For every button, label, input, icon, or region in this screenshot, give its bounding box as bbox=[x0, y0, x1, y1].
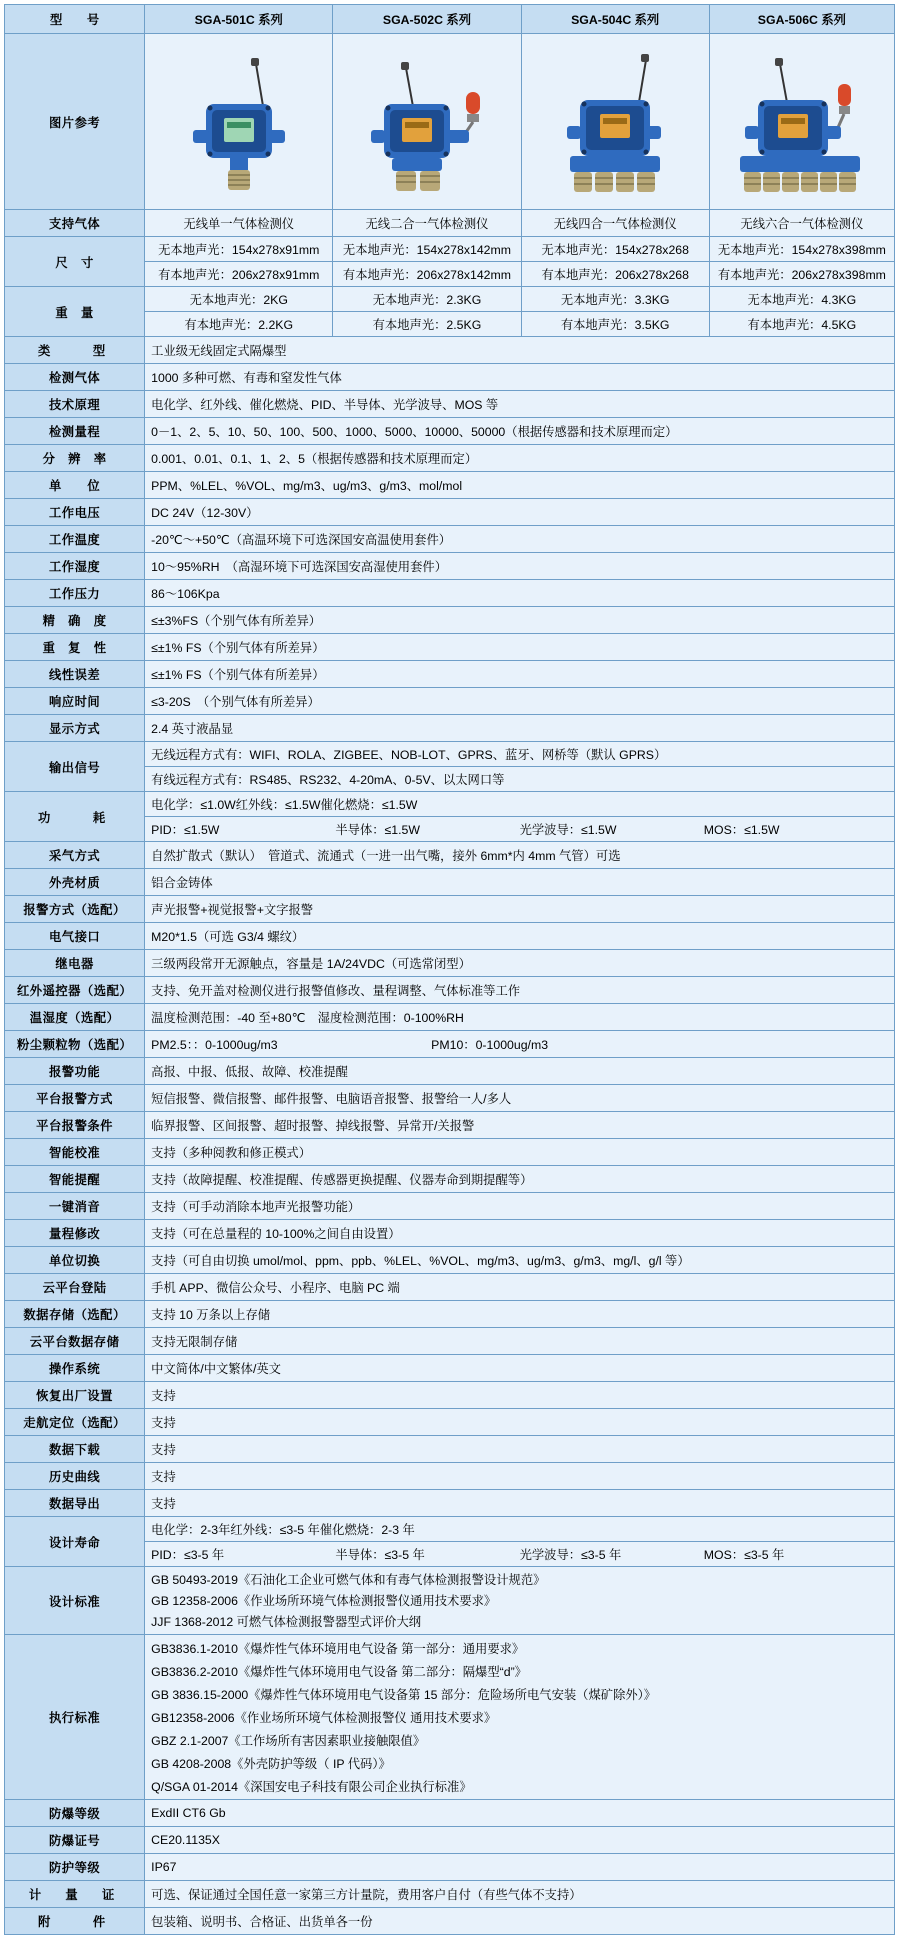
row-label-temp-humidity: 温湿度（选配） bbox=[5, 1004, 145, 1031]
row-value-response-time: ≤3-20S （个别气体有所差异） bbox=[145, 688, 895, 715]
table-row bbox=[5, 1567, 895, 1635]
device-illustration-single bbox=[145, 34, 332, 209]
row-value-shell-material: 铝合金铸体 bbox=[145, 869, 895, 896]
table-row bbox=[5, 580, 895, 607]
table-row bbox=[5, 1355, 895, 1382]
row-label-mobile-positioning: 走航定位（选配） bbox=[5, 1409, 145, 1436]
table-row bbox=[5, 553, 895, 580]
table-row bbox=[5, 1058, 895, 1085]
life-line-1 bbox=[145, 1517, 894, 1541]
power-infrared: 红外线：≤1.5W bbox=[235, 798, 321, 812]
row-label-alarm-mode: 报警方式（选配） bbox=[5, 896, 145, 923]
table-row bbox=[5, 445, 895, 472]
power-semiconductor: 半导体：≤1.5W bbox=[335, 823, 420, 837]
row-value-smart-reminder: 支持（故障提醒、校准提醒、传感器更换提醒、仪器寿命到期提醒等） bbox=[145, 1166, 895, 1193]
row-value-history-curve: 支持 bbox=[145, 1463, 895, 1490]
row-label-response-time: 响应时间 bbox=[5, 688, 145, 715]
life-line-2 bbox=[145, 1541, 894, 1566]
row-label-ip-grade: 防护等级 bbox=[5, 1854, 145, 1881]
row-label-temperature: 工作温度 bbox=[5, 526, 145, 553]
table-row bbox=[5, 607, 895, 634]
row-label-ex-cert-no: 防爆证号 bbox=[5, 1827, 145, 1854]
exec-standard-line-6: GB 4208-2008《外壳防护等级（ IP 代码）》 bbox=[151, 1757, 391, 1771]
row-label-resolution: 分 辨 率 bbox=[5, 445, 145, 472]
row-label-unit-switch: 单位切换 bbox=[5, 1247, 145, 1274]
design-standard-line-3: JJF 1368-2012 可燃气体检测报警器型式评价大纲 bbox=[151, 1615, 422, 1629]
table-row bbox=[5, 1635, 895, 1800]
row-label-weight: 重 量 bbox=[5, 287, 145, 337]
size-3-line2: 有本地声光：206x278x268 bbox=[522, 261, 709, 286]
row-label-image-ref: 图片参考 bbox=[5, 34, 145, 210]
weight-4-line1: 无本地声光：4.3KG bbox=[747, 293, 857, 307]
row-value-range: 0－1、2、5、10、50、100、500、1000、5000、10000、50000（根据传感器和技术原理而定） bbox=[145, 418, 895, 445]
exec-standard-line-1: GB3836.1-2010《爆炸性气体环境用电气设备 第一部分：通用要求》 bbox=[151, 1642, 525, 1656]
size-2 bbox=[333, 237, 521, 287]
table-row bbox=[5, 1139, 895, 1166]
table-row bbox=[5, 1220, 895, 1247]
row-value-electrical-interface: M20*1.5（可选 G3/4 螺纹） bbox=[145, 923, 895, 950]
table-row bbox=[5, 792, 895, 842]
weight-4 bbox=[709, 287, 894, 337]
weight-2-line1: 无本地声光：2.3KG bbox=[372, 293, 482, 307]
table-row bbox=[5, 634, 895, 661]
device-illustration-six bbox=[710, 34, 894, 209]
table-row bbox=[5, 1031, 895, 1058]
table-row bbox=[5, 1854, 895, 1881]
row-value-output-signal bbox=[145, 742, 895, 792]
row-value-design-life bbox=[145, 1517, 895, 1567]
row-label-dust: 粉尘颗粒物（选配） bbox=[5, 1031, 145, 1058]
table-row bbox=[5, 5, 895, 34]
spec-table bbox=[4, 4, 895, 1935]
row-value-sampling: 自然扩散式（默认） 管道式、流通式（一进一出气嘴，接外 6mm*内 4mm 气管）可选 bbox=[145, 842, 895, 869]
dust-pm25: PM2.5：：0-1000ug/m3 bbox=[151, 1038, 278, 1052]
weight-3 bbox=[521, 287, 709, 337]
table-row bbox=[5, 1827, 895, 1854]
table-row bbox=[5, 1409, 895, 1436]
table-row bbox=[5, 1463, 895, 1490]
row-label-platform-alarm-mode: 平台报警方式 bbox=[5, 1085, 145, 1112]
row-value-relay: 三级两段常开无源触点，容量是 1A/24VDC（可选常闭型） bbox=[145, 950, 895, 977]
size-4-line2: 有本地声光：206x278x398mm bbox=[710, 261, 894, 286]
row-value-data-storage: 支持 10 万条以上存储 bbox=[145, 1301, 895, 1328]
row-label-data-storage: 数据存储（选配） bbox=[5, 1301, 145, 1328]
power-mos: MOS：≤1.5W bbox=[703, 823, 780, 837]
power-pid: PID：≤1.5W bbox=[151, 823, 220, 837]
row-value-mobile-positioning: 支持 bbox=[145, 1409, 895, 1436]
product-image-1 bbox=[145, 34, 333, 210]
support-gas-1: 无线单一气体检测仪 bbox=[145, 210, 333, 237]
table-row bbox=[5, 1517, 895, 1567]
table-row bbox=[5, 1166, 895, 1193]
exec-standard-line-4: GB12358-2006《作业场所环境气体检测报警仪 通用技术要求》 bbox=[151, 1711, 497, 1725]
row-label-relay: 继电器 bbox=[5, 950, 145, 977]
power-optical: 光学波导：≤1.5W bbox=[519, 823, 617, 837]
row-label-cloud-storage: 云平台数据存储 bbox=[5, 1328, 145, 1355]
row-value-power bbox=[145, 792, 895, 842]
life-electrochemical: 电化学：2-3年 bbox=[151, 1523, 231, 1537]
table-row bbox=[5, 661, 895, 688]
table-row bbox=[5, 869, 895, 896]
row-label-humidity: 工作湿度 bbox=[5, 553, 145, 580]
row-value-metrology-cert: 可选、保证通过全国任意一家第三方计量院，费用客户自付（有些气体不支持） bbox=[145, 1881, 895, 1908]
product-image-4 bbox=[709, 34, 894, 210]
row-label-principle: 技术原理 bbox=[5, 391, 145, 418]
row-value-linearity: ≤±1% FS（个别气体有所差异） bbox=[145, 661, 895, 688]
row-value-cloud-storage: 支持无限制存储 bbox=[145, 1328, 895, 1355]
size-1-line1: 无本地声光：154x278x91mm bbox=[158, 243, 320, 257]
design-standard-line-1: GB 50493-2019《石油化工企业可燃气体和有毒气体检测报警设计规范》 bbox=[151, 1573, 546, 1587]
row-label-history-curve: 历史曲线 bbox=[5, 1463, 145, 1490]
row-label-range-modify: 量程修改 bbox=[5, 1220, 145, 1247]
life-pid: PID：≤3-5 年 bbox=[151, 1548, 225, 1562]
table-row bbox=[5, 688, 895, 715]
table-row bbox=[5, 1881, 895, 1908]
row-label-os: 操作系统 bbox=[5, 1355, 145, 1382]
row-label-design-life: 设计寿命 bbox=[5, 1517, 145, 1567]
life-semiconductor: 半导体：≤3-5 年 bbox=[335, 1548, 425, 1562]
size-1-line2: 有本地声光：206x278x91mm bbox=[145, 261, 332, 286]
row-value-smart-calibration: 支持（多种阅教和修正模式） bbox=[145, 1139, 895, 1166]
table-row bbox=[5, 842, 895, 869]
row-value-repeatability: ≤±1% FS（个别气体有所差异） bbox=[145, 634, 895, 661]
table-row bbox=[5, 1800, 895, 1827]
row-label-range: 检测量程 bbox=[5, 418, 145, 445]
size-3 bbox=[521, 237, 709, 287]
row-value-temp-humidity: 温度检测范围：-40 至+80℃ 湿度检测范围：0-100%RH bbox=[145, 1004, 895, 1031]
life-mos: MOS：≤3-5 年 bbox=[703, 1548, 785, 1562]
table-row bbox=[5, 1085, 895, 1112]
table-row bbox=[5, 1301, 895, 1328]
row-value-data-download: 支持 bbox=[145, 1436, 895, 1463]
table-row bbox=[5, 1436, 895, 1463]
row-label-linearity: 线性误差 bbox=[5, 661, 145, 688]
row-value-accuracy: ≤±3%FS（个别气体有所差异） bbox=[145, 607, 895, 634]
table-row bbox=[5, 1004, 895, 1031]
output-line-2: 有线远程方式有：RS485、RS232、4-20mA、0-5V、以太网口等 bbox=[145, 766, 894, 791]
row-value-ir-remote: 支持、免开盖对检测仪进行报警值修改、量程调整、气体标准等工作 bbox=[145, 977, 895, 1004]
row-value-ip-grade: IP67 bbox=[145, 1854, 895, 1881]
row-value-alarm-mode: 声光报警+视觉报警+文字报警 bbox=[145, 896, 895, 923]
size-4 bbox=[709, 237, 894, 287]
product-image-2 bbox=[333, 34, 521, 210]
row-label-data-export: 数据导出 bbox=[5, 1490, 145, 1517]
row-label-shell-material: 外壳材质 bbox=[5, 869, 145, 896]
row-value-factory-reset: 支持 bbox=[145, 1382, 895, 1409]
weight-3-line2: 有本地声光：3.5KG bbox=[522, 311, 709, 336]
row-value-pressure: 86～106Kpa bbox=[145, 580, 895, 607]
table-row bbox=[5, 237, 895, 287]
row-label-voltage: 工作电压 bbox=[5, 499, 145, 526]
row-label-ir-remote: 红外遥控器（选配） bbox=[5, 977, 145, 1004]
support-gas-3: 无线四合一气体检测仪 bbox=[521, 210, 709, 237]
row-label-accuracy: 精 确 度 bbox=[5, 607, 145, 634]
row-label-platform-alarm-condition: 平台报警条件 bbox=[5, 1112, 145, 1139]
row-value-exec-standard bbox=[145, 1635, 895, 1800]
row-value-type: 工业级无线固定式隔爆型 bbox=[145, 337, 895, 364]
row-label-detect-gas: 检测气体 bbox=[5, 364, 145, 391]
row-label-alarm-function: 报警功能 bbox=[5, 1058, 145, 1085]
row-value-principle: 电化学、红外线、催化燃烧、PID、半导体、光学波导、MOS 等 bbox=[145, 391, 895, 418]
row-value-humidity: 10～95%RH （高湿环境下可选深国安高湿使用套件） bbox=[145, 553, 895, 580]
table-row bbox=[5, 418, 895, 445]
design-standard-line-2: GB 12358-2006《作业场所环境气体检测报警仪通用技术要求》 bbox=[151, 1594, 497, 1608]
row-value-ex-cert-no: CE20.1135X bbox=[145, 1827, 895, 1854]
table-row bbox=[5, 1193, 895, 1220]
row-value-display: 2.4 英寸液晶显 bbox=[145, 715, 895, 742]
row-label-design-standard: 设计标准 bbox=[5, 1567, 145, 1635]
table-row bbox=[5, 1328, 895, 1355]
table-row bbox=[5, 34, 895, 210]
row-value-resolution: 0.001、0.01、0.1、1、2、5（根据传感器和技术原理而定） bbox=[145, 445, 895, 472]
device-illustration-dual bbox=[333, 34, 520, 209]
row-label-repeatability: 重 复 性 bbox=[5, 634, 145, 661]
row-label-cloud-login: 云平台登陆 bbox=[5, 1274, 145, 1301]
row-label-factory-reset: 恢复出厂设置 bbox=[5, 1382, 145, 1409]
row-label-smart-reminder: 智能提醒 bbox=[5, 1166, 145, 1193]
row-label-display: 显示方式 bbox=[5, 715, 145, 742]
dust-pm10: PM10：0-1000ug/m3 bbox=[431, 1038, 549, 1052]
row-value-data-export: 支持 bbox=[145, 1490, 895, 1517]
model-header-2: SGA-502C 系列 bbox=[333, 5, 521, 34]
row-value-platform-alarm-condition: 临界报警、区间报警、超时报警、掉线报警、异常开/关报警 bbox=[145, 1112, 895, 1139]
table-row bbox=[5, 391, 895, 418]
row-label-accessories: 附 件 bbox=[5, 1908, 145, 1935]
product-image-3 bbox=[521, 34, 709, 210]
power-electrochemical: 电化学：≤1.0W bbox=[151, 798, 236, 812]
power-catalytic: 催化燃烧：≤1.5W bbox=[320, 798, 418, 812]
row-label-metrology-cert: 计 量 证 bbox=[5, 1881, 145, 1908]
table-row bbox=[5, 526, 895, 553]
table-row bbox=[5, 499, 895, 526]
support-gas-2: 无线二合一气体检测仪 bbox=[333, 210, 521, 237]
life-catalytic: 催化燃烧：2-3 年 bbox=[319, 1523, 415, 1537]
model-header-3: SGA-504C 系列 bbox=[521, 5, 709, 34]
row-value-accessories: 包装箱、说明书、合格证、出货单各一份 bbox=[145, 1908, 895, 1935]
table-row bbox=[5, 1490, 895, 1517]
table-row bbox=[5, 742, 895, 792]
table-row bbox=[5, 337, 895, 364]
row-value-dust bbox=[145, 1031, 895, 1058]
row-label-smart-calibration: 智能校准 bbox=[5, 1139, 145, 1166]
table-row bbox=[5, 896, 895, 923]
row-label-exec-standard: 执行标准 bbox=[5, 1635, 145, 1800]
weight-1-line1: 无本地声光：2KG bbox=[189, 293, 288, 307]
row-value-one-key-mute: 支持（可手动消除本地声光报警功能） bbox=[145, 1193, 895, 1220]
row-value-temperature: -20℃～+50℃（高温环境下可选深国安高温使用套件） bbox=[145, 526, 895, 553]
table-row bbox=[5, 1274, 895, 1301]
row-label-data-download: 数据下载 bbox=[5, 1436, 145, 1463]
power-line-1 bbox=[145, 792, 894, 816]
weight-2 bbox=[333, 287, 521, 337]
size-3-line1: 无本地声光：154x278x268 bbox=[541, 243, 689, 257]
row-label-support-gas: 支持气体 bbox=[5, 210, 145, 237]
model-header-1: SGA-501C 系列 bbox=[145, 5, 333, 34]
row-value-unit: PPM、%LEL、%VOL、mg/m3、ug/m3、g/m3、mol/mol bbox=[145, 472, 895, 499]
table-row bbox=[5, 364, 895, 391]
row-label-model: 型 号 bbox=[5, 5, 145, 34]
size-1 bbox=[145, 237, 333, 287]
row-value-range-modify: 支持（可在总量程的 10-100%之间自由设置） bbox=[145, 1220, 895, 1247]
table-row bbox=[5, 1247, 895, 1274]
power-line-2 bbox=[145, 816, 894, 841]
exec-standard-line-7: Q/SGA 01-2014《深国安电子科技有限公司企业执行标准》 bbox=[151, 1780, 472, 1794]
row-value-os: 中文简体/中文繁体/英文 bbox=[145, 1355, 895, 1382]
exec-standard-line-2: GB3836.2-2010《爆炸性气体环境用电气设备 第二部分：隔爆型“d”》 bbox=[151, 1665, 527, 1679]
exec-standard-line-5: GBZ 2.1-2007《工作场所有害因素职业接触限值》 bbox=[151, 1734, 426, 1748]
support-gas-4: 无线六合一气体检测仪 bbox=[709, 210, 894, 237]
row-label-pressure: 工作压力 bbox=[5, 580, 145, 607]
row-label-output-signal: 输出信号 bbox=[5, 742, 145, 792]
row-value-unit-switch: 支持（可自由切换 umol/mol、ppm、ppb、%LEL、%VOL、mg/m3、ug/m3、g/m3、mg/l、g/l 等） bbox=[145, 1247, 895, 1274]
row-label-size: 尺 寸 bbox=[5, 237, 145, 287]
table-row bbox=[5, 923, 895, 950]
row-label-sampling: 采气方式 bbox=[5, 842, 145, 869]
table-row bbox=[5, 1112, 895, 1139]
row-value-detect-gas: 1000 多种可燃、有毒和窒发性气体 bbox=[145, 364, 895, 391]
weight-2-line2: 有本地声光：2.5KG bbox=[333, 311, 520, 336]
table-row bbox=[5, 287, 895, 337]
output-line-1: 无线远程方式有：WIFI、ROLA、ZIGBEE、NOB-LOT、GPRS、蓝牙、网桥等（默认 GPRS） bbox=[151, 748, 667, 762]
row-label-unit: 单 位 bbox=[5, 472, 145, 499]
row-value-platform-alarm-mode: 短信报警、微信报警、邮件报警、电脑语音报警、报警给一人/多人 bbox=[145, 1085, 895, 1112]
table-row bbox=[5, 472, 895, 499]
table-row bbox=[5, 950, 895, 977]
device-illustration-quad bbox=[522, 34, 709, 209]
row-value-cloud-login: 手机 APP、微信公众号、小程序、电脑 PC 端 bbox=[145, 1274, 895, 1301]
model-header-4: SGA-506C 系列 bbox=[709, 5, 894, 34]
row-label-electrical-interface: 电气接口 bbox=[5, 923, 145, 950]
exec-standard-line-3: GB 3836.15-2000《爆炸性气体环境用电气设备第 15 部分：危险场所电气安装（煤矿除外）》 bbox=[151, 1688, 657, 1702]
row-label-power: 功 耗 bbox=[5, 792, 145, 842]
table-row bbox=[5, 715, 895, 742]
table-row bbox=[5, 210, 895, 237]
weight-1 bbox=[145, 287, 333, 337]
size-2-line2: 有本地声光：206x278x142mm bbox=[333, 261, 520, 286]
table-row bbox=[5, 1382, 895, 1409]
size-4-line1: 无本地声光：154x278x398mm bbox=[717, 243, 886, 257]
row-value-voltage: DC 24V（12-30V） bbox=[145, 499, 895, 526]
row-value-design-standard bbox=[145, 1567, 895, 1635]
row-value-alarm-function: 高报、中报、低报、故障、校准提醒 bbox=[145, 1058, 895, 1085]
row-label-ex-grade: 防爆等级 bbox=[5, 1800, 145, 1827]
table-row bbox=[5, 977, 895, 1004]
size-2-line1: 无本地声光：154x278x142mm bbox=[342, 243, 512, 257]
row-value-ex-grade: ExdII CT6 Gb bbox=[145, 1800, 895, 1827]
weight-1-line2: 有本地声光：2.2KG bbox=[145, 311, 332, 336]
table-row bbox=[5, 1908, 895, 1935]
life-optical: 光学波导：≤3-5 年 bbox=[519, 1548, 622, 1562]
weight-3-line1: 无本地声光：3.3KG bbox=[560, 293, 670, 307]
row-label-type: 类 型 bbox=[5, 337, 145, 364]
weight-4-line2: 有本地声光：4.5KG bbox=[710, 311, 894, 336]
row-label-one-key-mute: 一键消音 bbox=[5, 1193, 145, 1220]
life-infrared: 红外线：≤3-5 年 bbox=[230, 1523, 320, 1537]
